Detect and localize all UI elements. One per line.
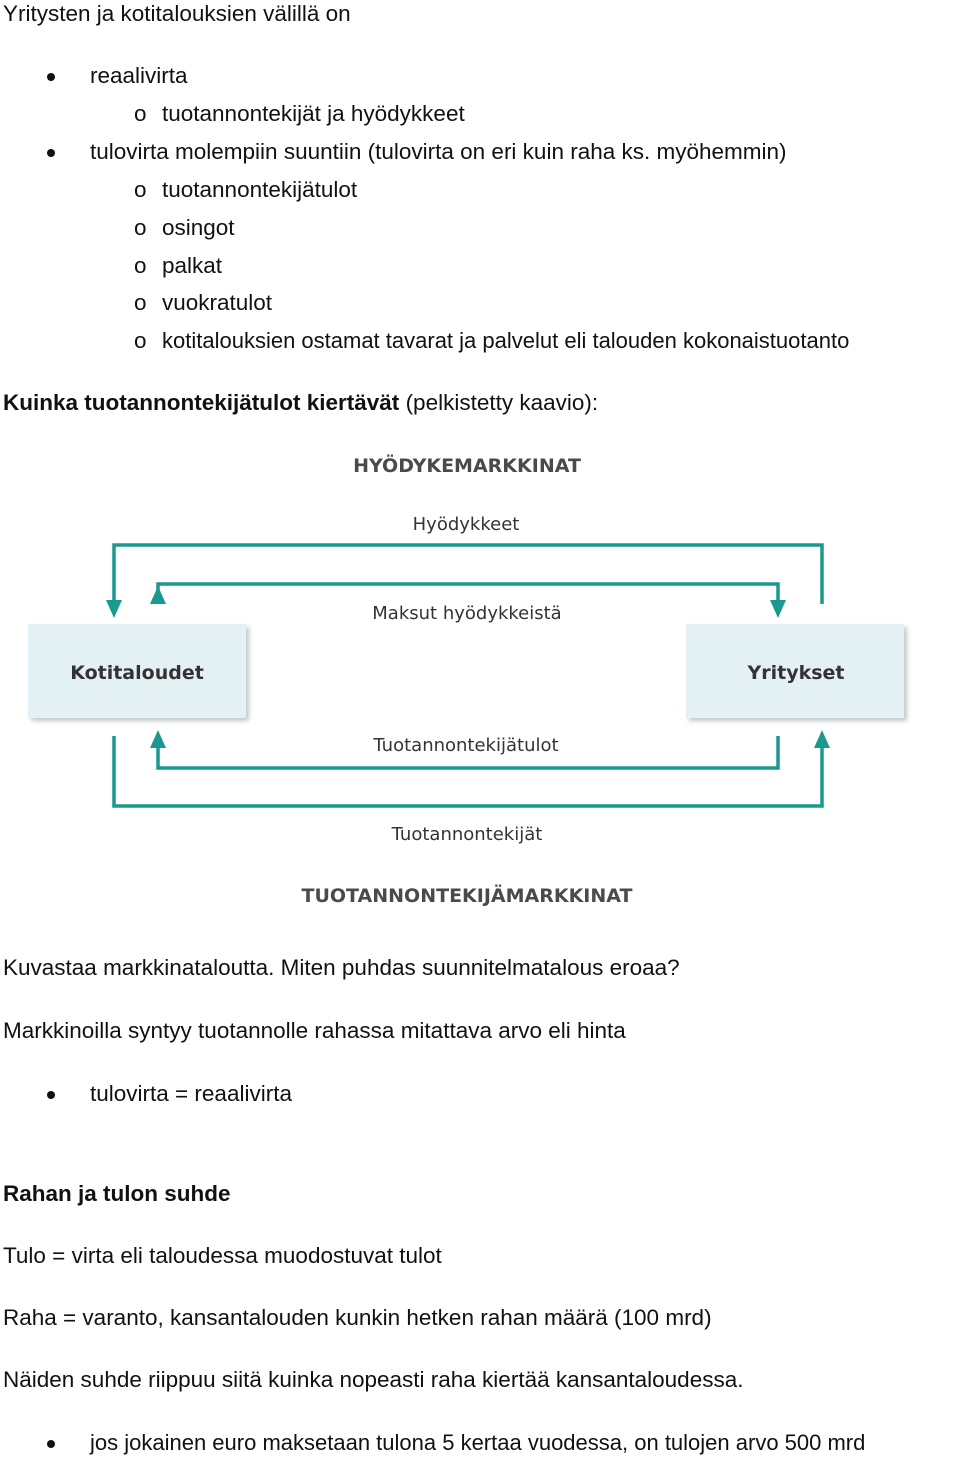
sub-bullet-icon: o [134,290,147,315]
sub-list-item: palkat [162,253,223,278]
firms-label: Yritykset [747,662,845,684]
list-item: tulovirta = reaalivirta [90,1081,292,1106]
sub-bullet-icon: o [134,101,147,126]
payments-flow-label: Maksut hyödykkeistä [372,603,562,624]
arrow-up-icon [150,730,166,748]
arrow-down-icon [770,600,786,618]
bullet-icon [47,1440,55,1448]
list-item: reaalivirta [90,63,188,88]
paragraph: Näiden suhde riippuu siitä kuinka nopeasti raha kiertää kansantaloudessa. [3,1367,744,1392]
arrow-up-icon [814,730,830,748]
households-label: Kotitaloudet [70,662,204,684]
sub-list-item: osingot [162,215,235,240]
factor-market-title: TUOTANNONTEKIJÄMARKKINAT [301,885,633,907]
sub-bullet-icon: o [134,177,147,202]
list-item: jos jokainen euro maksetaan tulona 5 kertaa vuodessa, on tulojen arvo 500 mrd [90,1430,866,1455]
factor-income-flow-label: Tuotannontekijätulot [373,735,559,756]
payments-flow-line [158,584,778,604]
goods-market-title: HYÖDYKEMARKKINAT [353,455,581,477]
paragraph: Markkinoilla syntyy tuotannolle rahassa mitattava arvo eli hinta [3,1018,626,1043]
bullet-icon [47,149,55,157]
sub-bullet-icon: o [134,328,147,353]
paragraph: Kuvastaa markkinataloutta. Miten puhdas suunnitelmatalous eroaa? [3,955,680,980]
circular-flow-diagram [0,440,960,920]
sub-list-item: vuokratulot [162,290,273,315]
sub-list-item: tuotannontekijätulot [162,177,358,202]
sub-bullet-icon: o [134,215,147,240]
goods-flow-line [114,545,822,604]
paragraph: Tulo = virta eli taloudessa muodostuvat tulot [3,1243,442,1268]
goods-flow-label: Hyödykkeet [412,514,520,535]
factors-flow-label: Tuotannontekijät [391,824,543,845]
sub-bullet-icon: o [134,253,147,278]
paragraph: Raha = varanto, kansantalouden kunkin hetken rahan määrä (100 mrd) [3,1305,712,1330]
question-bold: Kuinka tuotannontekijätulot kiertävät [3,390,400,415]
list-item: tulovirta molempiin suuntiin (tulovirta on eri kuin raha ks. myöhemmin) [90,139,787,164]
arrow-up-icon [150,586,166,604]
sub-list-item: tuotannontekijät ja hyödykkeet [162,101,465,126]
question-normal: (pelkistetty kaavio): [399,390,599,415]
intro-text: Yritysten ja kotitalouksien välillä on [3,1,351,26]
sub-list-item: kotitalouksien ostamat tavarat ja palvelut eli talouden kokonaistuotanto [162,328,850,353]
section-heading: Rahan ja tulon suhde [3,1181,231,1206]
bullet-icon [47,73,55,81]
arrow-down-icon [106,600,122,618]
bullet-icon [47,1091,55,1099]
question-text [3,389,598,417]
